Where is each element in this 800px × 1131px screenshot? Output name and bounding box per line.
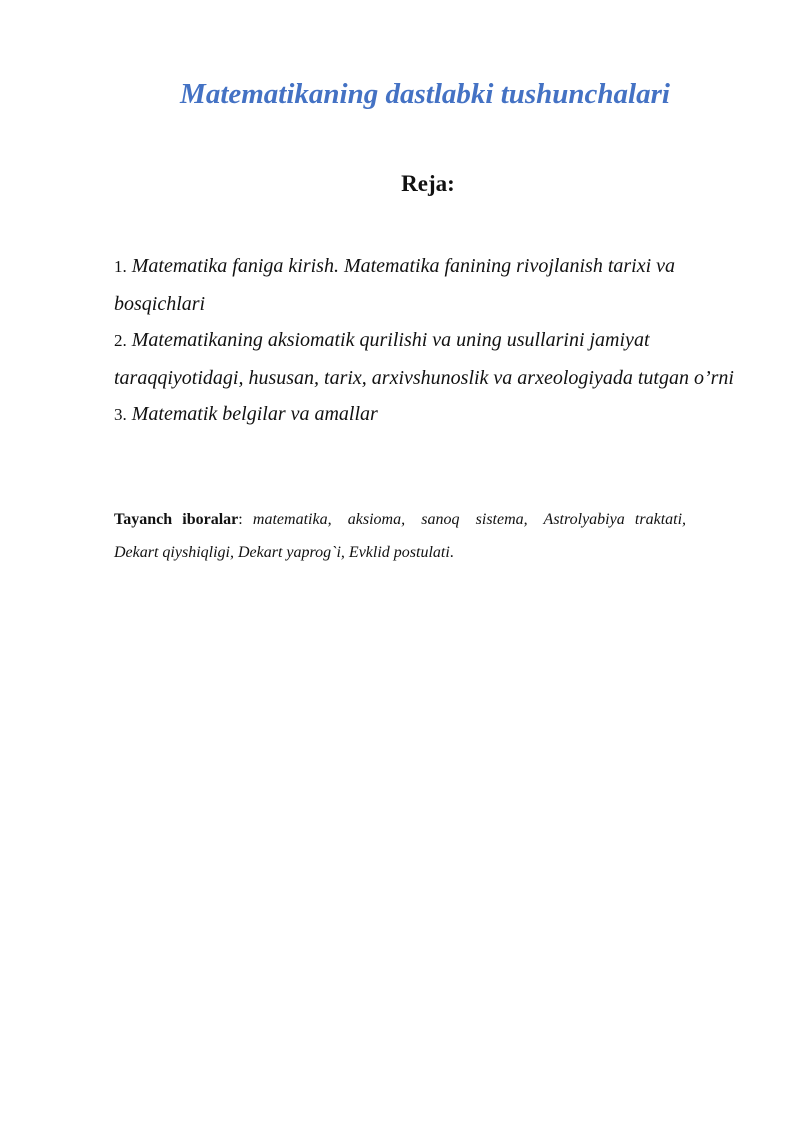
plan-item-3: [114, 396, 739, 434]
plan-item-number: 3.: [114, 405, 127, 424]
keywords-end: .: [449, 544, 454, 561]
keywords-paragraph: [114, 503, 686, 569]
plan-item-2: [114, 322, 739, 396]
plan-list: [114, 248, 739, 434]
plan-heading: Reja:: [401, 171, 455, 196]
plan-item-text: Matematika faniga kirish. Matematika fanining rivojlanish tarixi va bosqichlari: [114, 255, 676, 315]
keywords-line-2: traktati, Dekart qiyshiqligi, Dekart yaprog`i, Evklid postulati: [114, 511, 687, 561]
keywords-label: Tayanch iboralar: [114, 511, 239, 528]
keywords-colon: :: [238, 511, 243, 528]
keywords-line-1: matematika, aksioma, sanoq sistema, Astrolyabiya: [252, 511, 625, 528]
plan-item-text: Matematik belgilar va amallar: [131, 403, 378, 425]
document-title: Matematikaning dastlabki tushunchalari: [180, 78, 670, 110]
plan-item-1: [114, 248, 739, 322]
plan-item-number: 1.: [114, 257, 127, 276]
plan-item-text: Matematikaning aksiomatik qurilishi va uning usullarini jamiyat taraqqiyotidagi, hususan, tarix, arxivshunoslik va arxeologiyada tutgan o’rni: [114, 329, 734, 389]
plan-item-number: 2.: [114, 331, 127, 350]
